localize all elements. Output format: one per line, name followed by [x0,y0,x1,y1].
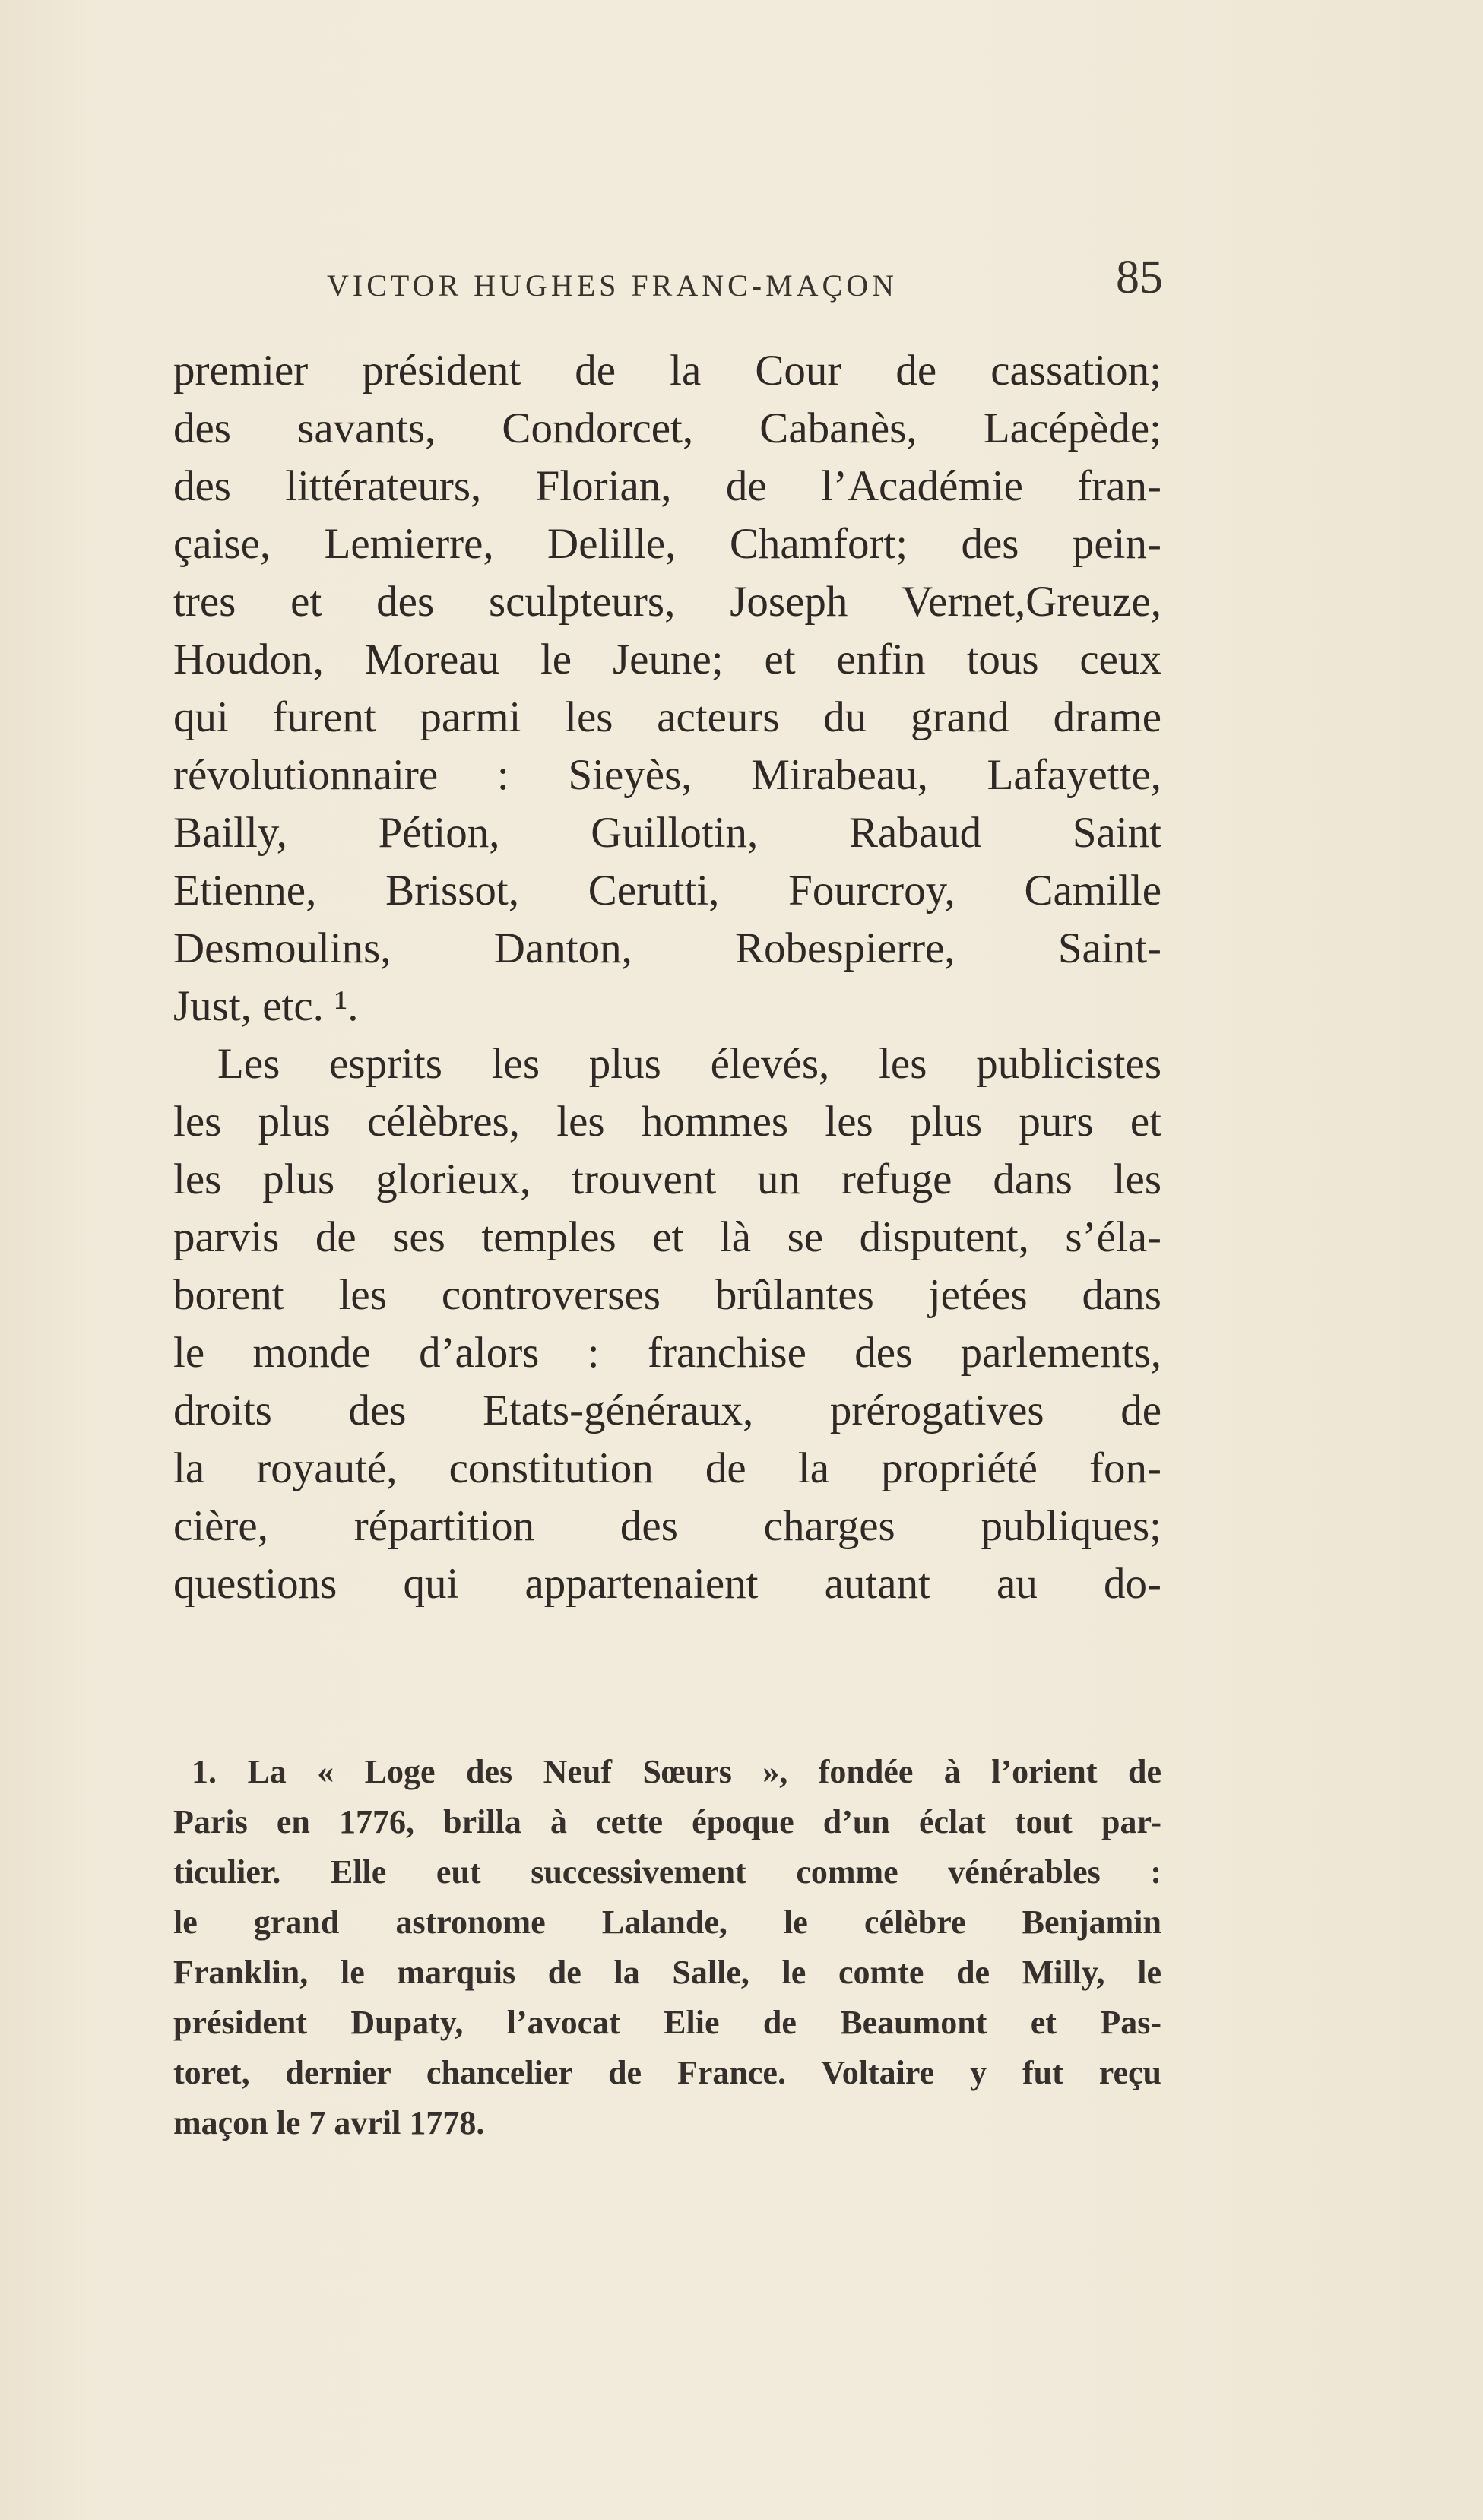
body-line: des littérateurs, Florian, de l’Académie fran- [173,462,1161,510]
body-line: çaise, Lemierre, Delille, Chamfort; des pein- [173,520,1161,568]
body-line: les plus célèbres, les hommes les plus purs et [173,1098,1161,1146]
footnote-line: maçon le 7 avril 1778. [173,2104,485,2141]
footnote-line: Paris en 1776, brilla à cette époque d’un éclat tout par- [173,1803,1161,1840]
body-line: Etienne, Brissot, Cerutti, Fourcroy, Camille [173,867,1161,914]
body-line: la royauté, constitution de la propriété fon- [173,1444,1161,1492]
running-title: VICTOR HUGHES FRANC-MAÇON [327,268,898,303]
footnote-line: toret, dernier chancelier de France. Voltaire y fut reçu [173,2054,1161,2091]
body-text [173,342,1161,1613]
footnote-line: Franklin, le marquis de la Salle, le comte de Milly, le [173,1954,1161,1991]
body-line: tres et des sculpteurs, Joseph Vernet,Greuze, [173,578,1161,626]
running-head [327,251,1163,319]
footnote [173,1747,1161,2148]
body-line: borent les controverses brûlantes jetées dans [173,1271,1161,1319]
body-line: premier président de la Cour de cassation; [173,347,1161,395]
page-number: 85 [1116,252,1163,303]
body-line: Houdon, Moreau le Jeune; et enfin tous ceux [173,636,1161,683]
body-line: les plus glorieux, trouvent un refuge dans les [173,1155,1161,1203]
body-line: le monde d’alors : franchise des parlements, [173,1329,1161,1377]
paragraph-start-line: Les esprits les plus élevés, les publicistes [217,1040,1161,1088]
body-line: révolutionnaire : Sieyès, Mirabeau, Lafayette, [173,751,1161,799]
body-line: Just, etc. ¹. [173,982,359,1030]
footnote-line: ticulier. Elle eut successivement comme vénérables : [173,1853,1161,1891]
body-line: qui furent parmi les acteurs du grand drame [173,693,1161,741]
body-line: parvis de ses temples et là se disputent, s’éla- [173,1213,1161,1261]
body-line: Bailly, Pétion, Guillotin, Rabaud Saint [173,809,1161,857]
footnote-line: 1. La « Loge des Neuf Sœurs », fondée à l’orient de [192,1753,1161,1790]
body-line: Desmoulins, Danton, Robespierre, Saint- [173,924,1161,972]
body-line: droits des Etats-généraux, prérogatives de [173,1387,1161,1434]
body-line: cière, répartition des charges publiques; [173,1502,1161,1550]
footnote-line: président Dupaty, l’avocat Elie de Beaumont et Pas- [173,2004,1161,2041]
body-line: des savants, Condorcet, Cabanès, Lacépède; [173,404,1161,452]
body-line: questions qui appartenaient autant au do- [173,1560,1161,1608]
footnote-line: le grand astronome Lalande, le célèbre Benjamin [173,1903,1161,1941]
